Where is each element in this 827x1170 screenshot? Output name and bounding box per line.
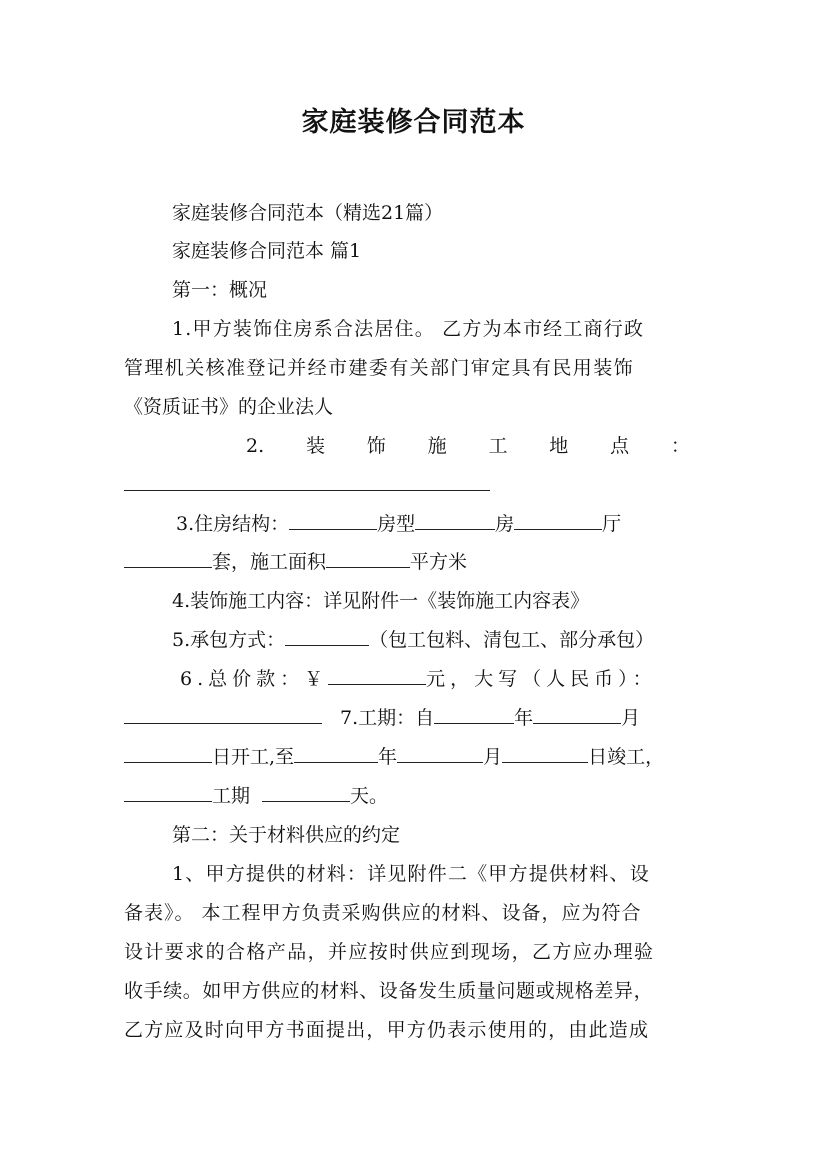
item2-char: 地 (549, 435, 569, 457)
section-heading: 家庭装修合同范本 篇1 (172, 240, 362, 262)
item3-text-e: 套，施工面积 (212, 551, 327, 573)
item2-char: 装 (305, 435, 325, 457)
item3-blank-structure[interactable] (289, 511, 377, 530)
item7-text-e: 年 (378, 746, 398, 768)
item6-blank-words[interactable] (124, 705, 322, 724)
item2-char: 施 (427, 435, 447, 457)
document-subtitle: 家庭装修合同范本（精选21篇） (172, 202, 444, 224)
item3-text-f: 平方米 (410, 551, 468, 573)
item7-text-f: 月 (483, 746, 503, 768)
item7-blank-end-year[interactable] (294, 744, 378, 763)
item1-line1: 1.甲方装饰住房系合法居住。 乙方为本市经工商行政 (172, 318, 645, 340)
part2-line4: 收手续。如甲方供应的材料、设备发生质量问题或规格差异， (124, 980, 654, 1002)
item5-text-a: 5.承包方式： (172, 629, 286, 651)
item7-line3 (124, 783, 388, 809)
item7-text-g: 日竣工， (588, 746, 665, 768)
item7-blank-day[interactable] (124, 744, 212, 763)
item7-text-a: 7.工期：自 (340, 707, 435, 729)
item3-line1 (176, 511, 621, 537)
item7-blank-month[interactable] (533, 705, 621, 724)
item7-line1 (124, 705, 640, 731)
item6-text-b: 元，大写（人民币）： (426, 668, 657, 690)
item3-blank-area[interactable] (326, 549, 410, 568)
item3-text-b: 房型 (377, 513, 416, 535)
item3-blank-sets[interactable] (124, 549, 212, 568)
item1-line2: 管理机关核准登记并经市建委有关部门审定具有民用装饰 (124, 357, 635, 379)
item7-blank-days[interactable] (262, 783, 350, 802)
part2-line1: 1、甲方提供的材料：详见附件二《甲方提供材料、设 (172, 863, 650, 885)
item5-text-b: （包工包料、清包工、部分承包） (369, 629, 655, 651)
part2-heading: 第二：关于材料供应的约定 (172, 824, 401, 846)
item7-text-h: 工期 (212, 785, 251, 807)
item7-blank-prefix[interactable] (124, 783, 212, 802)
item5-line (172, 627, 654, 653)
item7-text-d: 日开工,至 (212, 746, 295, 768)
part1-heading: 第一：概况 (172, 279, 268, 301)
item2-char: 点 (610, 435, 630, 457)
item7-blank-end-month[interactable] (397, 744, 483, 763)
item3-blank-halls[interactable] (514, 511, 602, 530)
item2-char: ： (670, 435, 690, 457)
item7-text-i: 天。 (350, 785, 389, 807)
item4-line: 4.装饰施工内容：详见附件一《装饰施工内容表》 (172, 590, 590, 612)
item2-blank[interactable] (124, 472, 490, 491)
item6-line (180, 666, 657, 692)
part2-line2: 备表》。 本工程甲方负责采购供应的材料、设备，应为符合 (124, 902, 642, 924)
item7-text-b: 年 (514, 707, 534, 729)
item5-blank[interactable] (285, 627, 369, 646)
item7-blank-end-day[interactable] (502, 744, 588, 763)
part2-line3: 设计要求的合格产品，并应按时供应到现场，乙方应办理验 (124, 941, 655, 963)
item3-text-c: 房 (495, 513, 515, 535)
item2-char: 工 (488, 435, 508, 457)
item2-blank-line (124, 472, 490, 498)
item2-label-row (246, 433, 690, 459)
item2-char: 2. (246, 435, 265, 457)
item6-text-a: 6.总价款：￥ (180, 668, 329, 690)
document-title: 家庭装修合同范本 (301, 107, 526, 138)
item7-text-c: 月 (621, 707, 641, 729)
item3-line2 (124, 549, 467, 575)
item3-text-d: 厅 (602, 513, 622, 535)
item6-blank-amount[interactable] (328, 666, 426, 685)
item1-line3: 《资质证书》的企业法人 (124, 396, 334, 418)
item7-line2 (124, 744, 664, 770)
item7-blank-year[interactable] (434, 705, 514, 724)
item3-blank-rooms[interactable] (415, 511, 495, 530)
part2-line5: 乙方应及时向甲方书面提出，甲方仍表示使用的，由此造成 (124, 1019, 650, 1041)
item2-char: 饰 (366, 435, 386, 457)
item3-text-a: 3.住房结构： (176, 513, 290, 535)
